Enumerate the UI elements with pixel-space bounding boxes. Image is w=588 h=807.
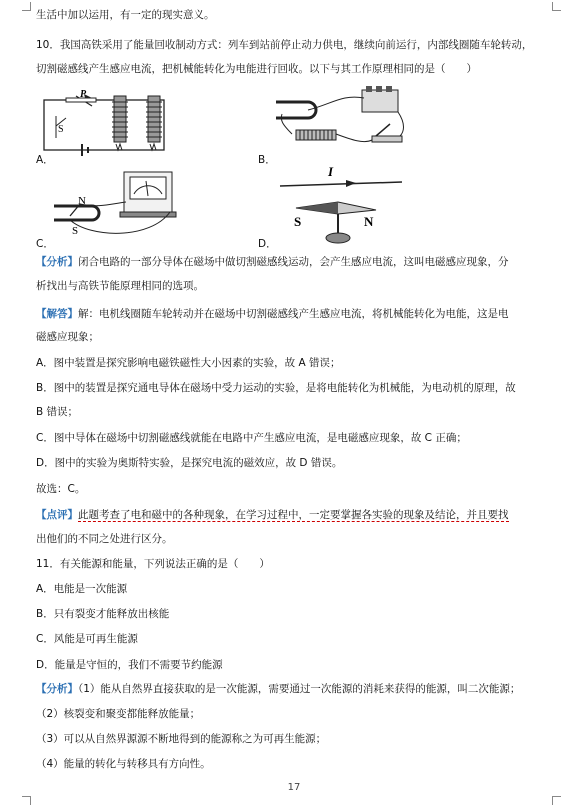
analysis2-line3: （3）可以从自然界源源不断地得到的能源称之为可再生能源；	[36, 733, 327, 745]
question-11-option-c: C．风能是可再生能源	[36, 633, 138, 645]
analysis2-line2: （2）核裂变和聚变都能释放能量；	[36, 708, 201, 720]
figure-a-electromagnet	[36, 88, 186, 158]
analysis-tag: 【分析】	[36, 256, 78, 268]
page-number: 17	[287, 782, 301, 793]
solution-line2: 磁感应现象；	[36, 331, 99, 343]
solution-option-b-line2: B 错误；	[36, 406, 79, 418]
solution-tag: 【解答】	[36, 308, 78, 320]
answer-line: 故选：C。	[36, 483, 86, 495]
figure-d-label-i: I	[328, 164, 334, 179]
crop-mark-bottom-left	[22, 796, 31, 805]
figure-a-label-p: P	[80, 89, 87, 100]
question-11-option-a: A．电能是一次能源	[36, 583, 128, 595]
question-10-line1: 10．我国高铁采用了能量回收制动方式：列车到站前停止动力供电，继续向前运行，内部线圈随车轮转动，	[36, 39, 533, 51]
text-line: 生活中加以运用，有一定的现实意义。	[36, 9, 215, 21]
figure-a-label-s: S	[58, 124, 64, 135]
solution-option-b-line1: B．图中的装置是探究通电导体在磁场中受力运动的实验，是将电能转化为机械能，为电动机的原理，故	[36, 382, 516, 394]
solution-option-a: A．图中装置是探究影响电磁铁磁性大小因素的实验，故 A 错误；	[36, 357, 341, 369]
figure-c-label-s: S	[72, 225, 79, 237]
comment-line2: 出他们的不同之处进行区分。	[36, 533, 173, 545]
question-11: 11．有关能源和能量，下列说法正确的是（ ）	[36, 558, 270, 570]
solution-text: 解：电机线圈随车轮转动并在磁场中切割磁感线产生感应电流，将机械能转化为电能，这是电	[78, 308, 509, 320]
question-10-line2: 切割磁感线产生感应电流，把机械能转化为电能进行回收。以下与其工作原理相同的是（ ）	[36, 63, 477, 75]
figure-c-label-n: N	[78, 195, 86, 207]
comment-text: 此题考查了电和磁中的各种现象，在学习过程中，一定要掌握各实验的现象及结论，并且要找	[78, 509, 509, 521]
analysis2-line4: （4）能量的转化与转移具有方向性。	[36, 758, 211, 770]
option-d-label: D．	[258, 238, 277, 250]
option-c-label: C．	[36, 238, 54, 250]
solution-option-d: D．图中的实验为奥斯特实验，是探究电流的磁效应，故 D 错误。	[36, 457, 343, 469]
question-11-option-d: D．能量是守恒的，我们不需要节约能源	[36, 659, 223, 671]
figure-d-oersted	[276, 164, 406, 248]
question-11-option-b: B．只有裂变才能释放出核能	[36, 608, 170, 620]
analysis-line2: 析找出与高铁节能原理相同的选项。	[36, 280, 204, 292]
figure-d-label-s: S	[294, 214, 302, 229]
analysis-text: 闭合电路的一部分导体在磁场中做切割磁感线运动，会产生感应电流，这叫电磁感应现象，分	[78, 256, 509, 268]
comment-line1	[36, 508, 588, 522]
solution-option-c: C．图中导体在磁场中切割磁感线就能在电路中产生感应电流，是电磁感应现象，故 C 正确；	[36, 432, 467, 444]
option-a-label: A．	[36, 154, 54, 166]
comment-tag: 【点评】	[36, 509, 78, 521]
analysis2-text: （1）能从自然界直接获取的是一次能源，需要通过一次能源的消耗来获得的能源，叫二次能源；	[78, 683, 521, 695]
solution-line1	[36, 307, 588, 321]
crop-mark-top-left	[22, 2, 31, 11]
analysis2-tag: 【分析】	[36, 683, 78, 695]
option-b-label: B．	[258, 154, 276, 166]
analysis2-line1	[36, 682, 588, 696]
figure-b-motor-setup	[272, 84, 412, 159]
crop-mark-bottom-right	[552, 796, 561, 805]
figure-d-label-n: N	[364, 214, 374, 229]
figure-c-induction	[50, 168, 190, 242]
analysis-line1	[36, 255, 588, 269]
